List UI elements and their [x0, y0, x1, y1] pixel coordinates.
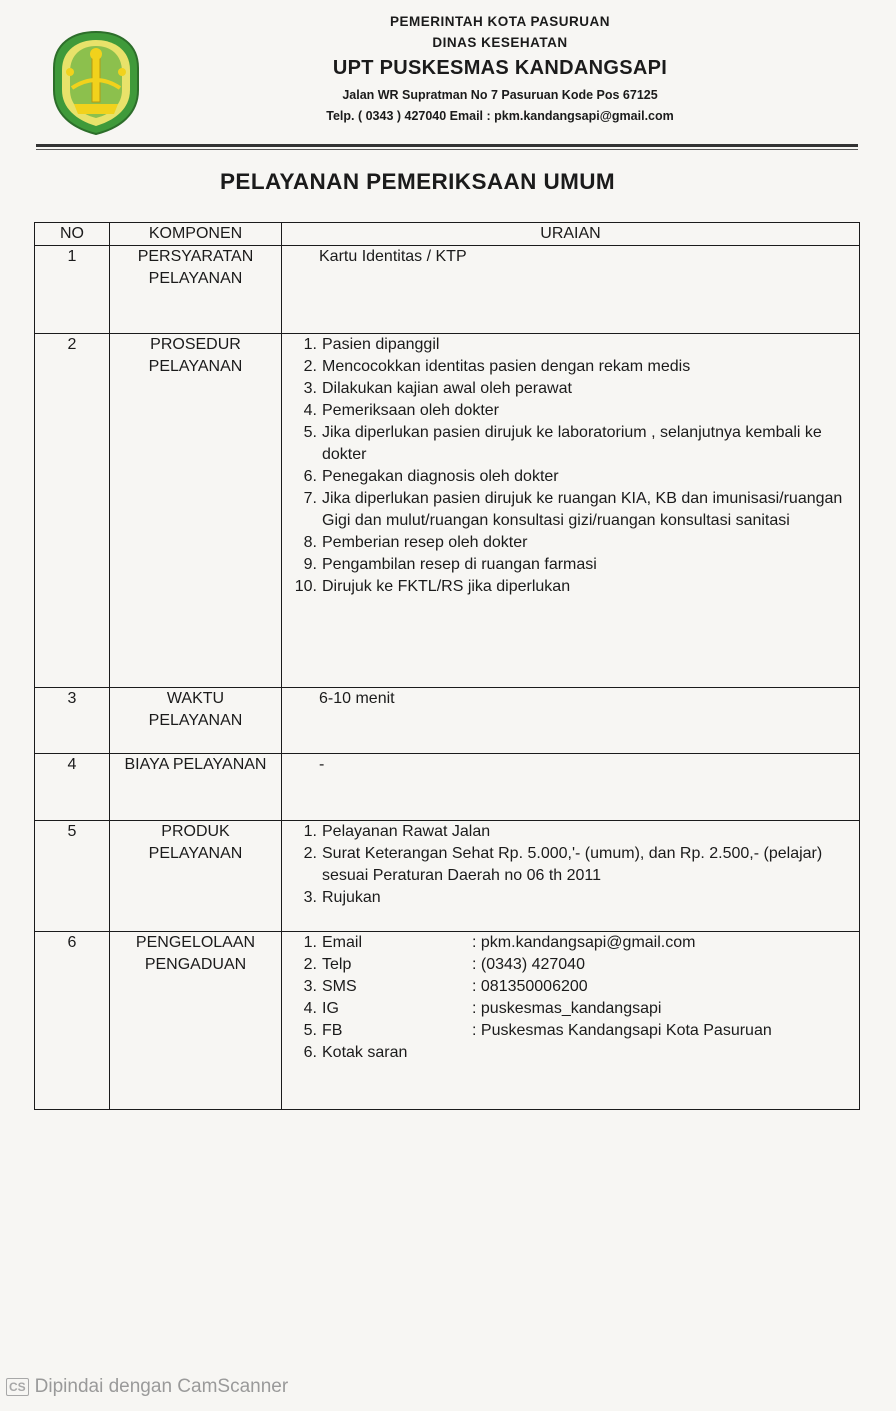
row-number: 4: [35, 754, 110, 821]
table-row: [35, 246, 860, 334]
list-item: 3. SMS : 081350006200: [303, 978, 588, 995]
table-row: [35, 932, 860, 1110]
letterhead-divider: [36, 144, 858, 147]
table-row: [35, 754, 860, 821]
list-item: 5. FB : Puskesmas Kandangsapi Kota Pasuruan: [303, 1022, 772, 1039]
complaint-channel-list: [288, 932, 855, 1064]
row-component: PRODUK PELAYANAN: [110, 821, 282, 932]
pasuruan-emblem-logo: [50, 28, 142, 136]
row-number: 5: [35, 821, 110, 932]
service-standard-table: [34, 222, 860, 1110]
list-item: 9. Pengambilan resep di ruangan farmasi: [303, 556, 597, 573]
row-number: 3: [35, 688, 110, 754]
row-description: [282, 932, 860, 1110]
table-header-row: [35, 223, 860, 246]
list-item: 4. Pemeriksaan oleh dokter: [303, 402, 499, 419]
row-description: [282, 821, 860, 932]
list-item: 4. IG : puskesmas_kandangsapi: [303, 1000, 662, 1017]
scanner-watermark: [6, 1376, 288, 1398]
list-item: 1. Pasien dipanggil: [303, 336, 440, 353]
header-no: NO: [35, 223, 110, 246]
table-row: [35, 821, 860, 932]
list-item: 6. Kotak saran: [303, 1044, 408, 1061]
row-component: PERSYARATAN PELAYANAN: [110, 246, 282, 334]
row-component: BIAYA PELAYANAN: [110, 754, 282, 821]
row-description: [282, 334, 860, 688]
row-number: 2: [35, 334, 110, 688]
header-component: KOMPONEN: [110, 223, 282, 246]
watermark-text: Dipindai dengan CamScanner: [34, 1376, 289, 1397]
camscanner-icon: CS: [6, 1378, 29, 1396]
row-component: PENGELOLAAN PENGADUAN: [110, 932, 282, 1110]
contact-line: Telp. ( 0343 ) 427040 Email : pkm.kandangsapi@gmail.com: [326, 109, 674, 123]
document-title: PELAYANAN PEMERIKSAAN UMUM: [220, 169, 616, 194]
list-item: 2. Mencocokkan identitas pasien dengan rekam medis: [303, 358, 691, 375]
procedure-list: [288, 334, 855, 598]
header-description: URAIAN: [282, 223, 860, 246]
list-item: 2. Surat Keterangan Sehat Rp. 5.000,'- (umum), dan Rp. 2.500,- (pelajar) sesuai Peraturan Daerah no 06 th 2011: [303, 845, 823, 884]
table-row: [35, 334, 860, 688]
list-item: 8. Pemberian resep oleh dokter: [303, 534, 528, 551]
letterhead: [170, 12, 830, 123]
row-description: -: [282, 754, 860, 821]
institution-name: UPT PUSKESMAS KANDANGSAPI: [332, 57, 668, 79]
row-description: Kartu Identitas / KTP: [282, 246, 860, 334]
address-line: Jalan WR Supratman No 7 Pasuruan Kode Pos 67125: [342, 88, 658, 102]
letterhead-divider-thin: [36, 149, 858, 150]
department-name: DINAS KESEHATAN: [432, 35, 568, 50]
list-item: 3. Dilakukan kajian awal oleh perawat: [303, 380, 572, 397]
table-row: [35, 688, 860, 754]
list-item: 1. Pelayanan Rawat Jalan: [303, 823, 491, 840]
government-name: PEMERINTAH KOTA PASURUAN: [390, 14, 610, 29]
list-item: 1. Email : pkm.kandangsapi@gmail.com: [303, 934, 696, 951]
list-item: 2. Telp : (0343) 427040: [303, 956, 585, 973]
list-item: 6. Penegakan diagnosis oleh dokter: [303, 468, 559, 485]
row-number: 1: [35, 246, 110, 334]
list-item: 5. Jika diperlukan pasien dirujuk ke laboratorium , selanjutnya kembali ke dokter: [303, 424, 822, 463]
list-item: 10. Dirujuk ke FKTL/RS jika diperlukan: [294, 578, 571, 595]
row-component: PROSEDUR PELAYANAN: [110, 334, 282, 688]
row-description: 6-10 menit: [282, 688, 860, 754]
row-component: WAKTU PELAYANAN: [110, 688, 282, 754]
list-item: 3. Rujukan: [303, 889, 381, 906]
list-item: 7. Jika diperlukan pasien dirujuk ke ruangan KIA, KB dan imunisasi/ruangan Gigi dan mulut/ruangan konsultasi gizi/ruangan konsultasi sanitasi: [303, 490, 843, 529]
row-number: 6: [35, 932, 110, 1110]
product-list: [288, 821, 855, 909]
